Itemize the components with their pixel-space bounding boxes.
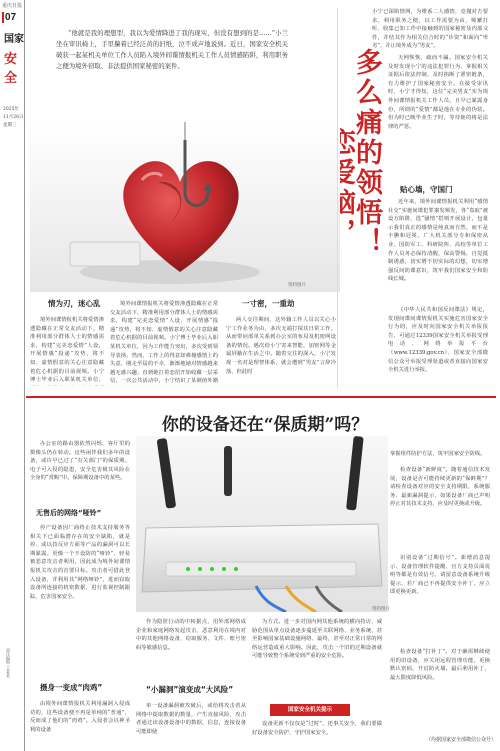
bottom-photo-credit: 资料图片 (372, 607, 390, 612)
bottom-col1-heading: 无售后的网络“哑铃” (36, 509, 102, 517)
bottom-col4-text-4: 检查设备“打补丁”。对于确需继续使用的旧设备，应关闭远程管理功能，更换默认密码，开启防火墙，最后利用补丁，最大限度降低风险。 (390, 649, 490, 681)
bottom-col1-heading-2: 摄身一变成“肉鸡” (40, 683, 103, 692)
top-col3-text-bottom: 近年来，境外间谍情报机关利用“感情社交”实施间谍犯罪案发频发，各“盗取”被设方陷阱，选“骚情”搭则开展设计，包量示我们真正的感情是纯真而自然，而不是丰腆和冠冕，广大机关部分专和保密从业、国防军工、科研院所、高校等单位工作人员务必保持清醒，保高警惕，自觉抵制诱惑，切实增不切实际的幻想，切实增强反间防谍意识，筑牢我们国家安全和防线长城。 (388, 199, 488, 283)
strip-divider (24, 0, 25, 751)
top-col3-text-mid: 天网恢恢，疏而不漏。国家安全机关及时发现小宁的违法犯罪行为，掌握相关证据后依法控制，及时掐断了泄密链条，有力维护了国家秘密安全。在接受审讯时，小宁才得知，这位“完美男友”实为境外间谍情报机关工作人员，且早已暴露身份，所谓的“爱情”都是他在专业的伪装。但为时已晚毕业生于时，等待她的将是法律的严惩。 (388, 55, 488, 130)
bottom-headline: 你的设备还在“保质期”吗？ (161, 415, 369, 435)
top-col3-text-top: 小宁已深陷情网，为维系二人感情，竟抛对方要求，利用职务之便，以工作需要为由，频繁打听、收集已知工作中接触到的国家秘密及内部文件，并结其作为相关信合时的“诊资”和面向“卑劣”，并让境外成为“男友”。 (372, 9, 488, 50)
left-strip (0, 0, 24, 751)
headline-line-1: 多么痛的领悟！ (351, 48, 382, 258)
bottom-col3-text: 为方式。进一步对国内网其他系统的横向持访，威胁范围从单点设备逐步蔓延至关联网络、业务系统、甚至影响国家基础设施网络、最终，甚至对正常日常的网络运营造成重大影响。因此，攻击一个旧的过期设备就可能导致整个系统受到严重的安全危险。 (252, 619, 382, 660)
source-credit: （均据国家安全部微信公众号） (425, 737, 496, 743)
story-divider (26, 396, 496, 398)
bottom-tip-text: 设备更新不仅仅是“过时”，还事关安全，我们要做好设备安全防护，守护国家安全。 (252, 721, 382, 736)
top-col1-text: 境外间谍情报机关将爱情渗透隐藏在正常交友活动下，精准利用部分群体人士的情感需求，构建“完美恋爱情”人设，开展情感“投递”攻势，将不知、虚情假意的关心注意隐藏着危心机据的目前视频。小宁博士毕业后入职某机关单位， (30, 317, 104, 384)
heart-photo (30, 122, 340, 292)
top-intro: “他就是我的理想型，我以为爱情降进了我的现实，但没有想到的是……”小兰坐在审讯椅上，手里攥着已经泛黄的旧纸，泣不成声地说到。近日，国家安全机关破获一起某机关单位工作人员陷入境外间谍情报机关工作人员情感陷阱，利用职务之便为境外窃取、非法提供国家秘密的案件。 (56, 29, 288, 70)
top-col3-legal-tip: 《中华人民共和国反间谍法》规定，发现间谍间谍情报机关实施危害国家安全行为的，应及时向国家安全机关举报报告，可通过12339国家安全机关举报受理电话、网络举报平台（www.12339.gov.cn）、国家安全部微信公众号举报受理渠道或者直接向国家安全机关进行举报。 (388, 307, 488, 374)
router-photo (136, 436, 388, 612)
top-headline (336, 18, 386, 278)
tip-banner: 国家安全机关提示 (270, 704, 350, 716)
section-label-b: 安全 (4, 52, 18, 86)
weekday: 星期三 (3, 123, 17, 128)
bottom-col4-text: 掌握组件防护方法，筑牢国家安全防线。 (390, 451, 486, 457)
section-label-a: 国家 (4, 34, 24, 45)
top-col1-text-continued: 境外间谍情报机关将爱情渗透隐藏在正常交友活动下，精准利用部分群体人士的情感需求，构建“完美恋爱情”人设，开展情感“投递”攻势，将不知、虚情假意的关心注意隐藏着危心机据的目前视频。小宁博士毕业后入职某机关单位，因为工作能力突出，多次受到领导表扬，然而，工作上的得意却难掩感情上的失意，刚走至届的不幸，渐渐地她对情感越来越无感兴趣。直到她打着恋招开始收藏一层采信，一次公共活动中，小宁结识了某颜值外籍 (110, 301, 218, 385)
bottom-col2-text-2: 单一设备漏洞被攻破后，或给将攻击者从网络中提取数据的数量，产生直接风险，攻击者通过该设备设备中的数据，信息，连接设备可能即使 (136, 703, 246, 735)
bottom-col1-text: 停产设备因厂商终止技术支持服务等相关下已面临潜存在的安全缺陷，就是停、或以技反应方面等产品的漏洞可以长期暴露。更像一个不设防的“哑铃”，轻易被恶意攻击者利用，因此成为境外间谍情报机关攻击的首要目标。攻击者可借此登入设备，并利用其“网络哑铃”，进而窃取设备所连接的机密数据，进行监视控制跟踪，危害国家安全。 (30, 525, 130, 600)
editor-credit: 责任编辑 王某某 (6, 648, 11, 678)
top-col3-heading: 贴心墙，守国门 (400, 185, 453, 194)
top-col1-heading: 情为刃，迷心乱 (48, 299, 101, 308)
bottom-intro: 办公室的路由器依然闪烁，客厅里的摄像头仍在转动。这些闲伴我们多年的设备，或许早已过了“有关部门”的保质期。电子可入侵的隐患，安全危害极其风险在全身的“赏赐”中。保障期设备中的某些。 (30, 441, 130, 482)
masthead: 重庆日报 (2, 3, 23, 9)
bottom-col4-text-2: 检查设备“新鲜度”。随着通信技术发展，设备是否可能持续更新的“保鲜期”？请检查设备对应的安全支持期限，系统服务，最新漏洞提示，如果设备厂商已声明停止对其技术支持，应及时更换或升级。 (390, 467, 490, 508)
bottom-col2-text: 作为隐匿行动的中转据点，用外部网络成企业和家庭网络发起攻击，恶意利用在境内对中的其他网络设备，窃取服务、文件、账号密码等敏感信息。 (136, 619, 246, 651)
top-photo-credit: 资料图片 (288, 283, 306, 288)
date-year: 2025年 (3, 107, 19, 112)
page-number: 07 (2, 12, 16, 23)
bottom-col4-text-3: 识别设备“过期信号”。新增消息提示、设备管理软件提醒、官方支持页面说明等都是有效信号。请留意设备系统升级提示，若厂商已不再提供安全补丁，应立即更换更新。 (390, 555, 490, 596)
top-col2-heading: 一寸密，一重劫 (242, 299, 295, 308)
bottom-col1-text-2: 由境外间谍情报机关利用漏洞入侵成功的，这些设备便不再是单纯的“普通”，反而成了他们的“肉鸡”。入侵者会以神圣利的设备 (30, 701, 130, 733)
bottom-col2-heading: “小漏洞”演变成“大风险” (146, 685, 234, 694)
right-col-divider (337, 8, 338, 388)
date-day: 11月26日 (3, 115, 24, 120)
top-col2-text: 两人交往期间，这外籍工作人员以关心小宁工作业务为由，多次无端打探其日常工作，从而带问部单关系到办公室的布局及机密网设备的情况。遇次给小宁寄来智能，加密网等金属屏蔽在生活之中。随着交往的深入，小宁发现一名对是理智体系，就会遭到“男友”言辞冷落，但此时 (226, 317, 336, 375)
